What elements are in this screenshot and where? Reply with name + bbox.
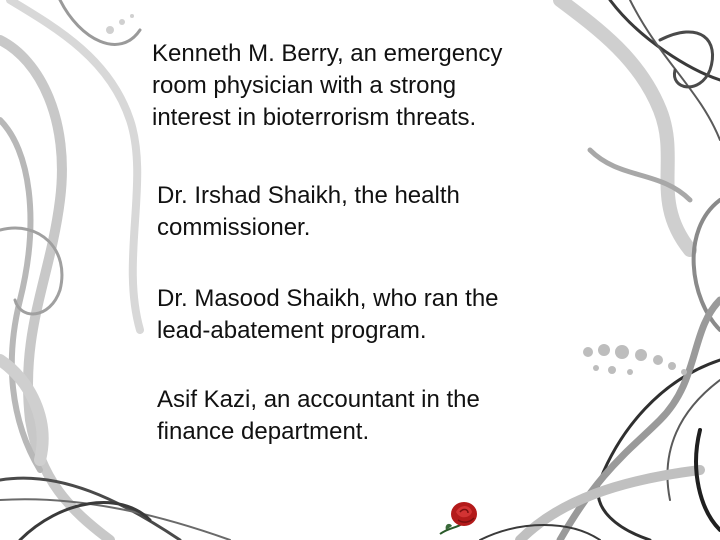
text-line: room physician with a strong <box>152 72 457 99</box>
paragraph-irshad-shaikh <box>157 180 577 244</box>
text-line: Dr. Irshad Shaikh, the health <box>157 182 460 209</box>
rose-icon <box>436 494 482 538</box>
paragraph-kenneth-berry <box>152 38 582 134</box>
text-line: Kenneth M. Berry, an emergency <box>152 40 503 67</box>
paragraph-asif-kazi <box>157 384 587 448</box>
paragraph-masood-shaikh <box>157 283 587 347</box>
text-line: commissioner. <box>157 214 311 241</box>
text-line: Dr. Masood Shaikh, who ran the <box>157 285 499 312</box>
text-line: interest in bioterrorism threats. <box>152 104 477 131</box>
text-line: Asif Kazi, an accountant in the <box>157 386 480 413</box>
text-line: lead-abatement program. <box>157 317 427 344</box>
text-line: finance department. <box>157 418 370 445</box>
